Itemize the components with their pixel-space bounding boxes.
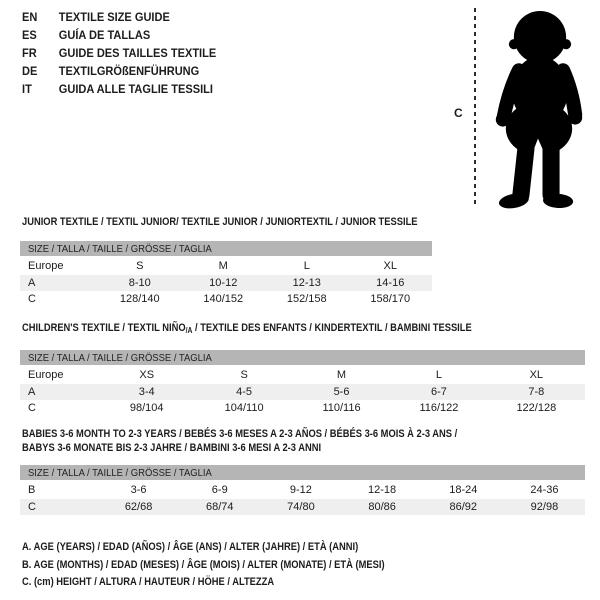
table-row bbox=[20, 499, 585, 516]
table-rows bbox=[20, 482, 585, 515]
row-label: B bbox=[28, 484, 36, 497]
cell-value: 92/98 bbox=[530, 500, 559, 513]
cell-value: 128/140 bbox=[119, 293, 160, 306]
row-label: Europe bbox=[28, 369, 64, 382]
footnotes bbox=[22, 539, 385, 592]
cell-value: 14-16 bbox=[376, 276, 405, 289]
cell-value: 80/86 bbox=[368, 500, 396, 513]
section-heading-text: BABYS 3-6 MONATE BIS 2-3 JAHRE / BAMBINI 3-6 MESI A 2-3 ANNI bbox=[22, 442, 322, 454]
cell-value: 74/80 bbox=[287, 500, 315, 513]
language-code: FR bbox=[22, 46, 37, 60]
cell-value: 4-5 bbox=[236, 385, 253, 398]
section-heading bbox=[22, 215, 418, 229]
language-code: EN bbox=[22, 10, 38, 24]
table-row bbox=[20, 482, 585, 499]
language-row bbox=[22, 44, 216, 62]
language-row bbox=[22, 62, 216, 80]
table-rows bbox=[20, 258, 432, 308]
language-row bbox=[22, 26, 216, 44]
size-header-bar bbox=[20, 241, 432, 256]
size-header-text: SIZE / TALLA / TAILLE / GRÖSSE / TAGLIA bbox=[28, 466, 212, 479]
section-heading-text: / TEXTILE DES ENFANTS / KINDERTEXTIL / BAMBINI TESSILE bbox=[192, 322, 472, 334]
section-heading-text: JUNIOR TEXTILE / TEXTIL JUNIOR/ TEXTILE JUNIOR / JUNIORTEXTIL / JUNIOR TESSILE bbox=[22, 216, 418, 228]
cell-value: 18-24 bbox=[449, 484, 478, 497]
section-heading bbox=[22, 427, 501, 441]
row-label: C bbox=[28, 293, 36, 306]
cell-value: M bbox=[218, 260, 228, 273]
height-measure-dashed-line bbox=[474, 8, 476, 208]
size-header-bar bbox=[20, 465, 585, 480]
size-section-1 bbox=[20, 321, 585, 417]
language-title: TEXTILE SIZE GUIDE bbox=[58, 10, 170, 24]
cell-value: XL bbox=[529, 369, 544, 382]
cell-value: 68/74 bbox=[205, 500, 234, 513]
row-label: A bbox=[28, 385, 36, 398]
table-row bbox=[20, 400, 585, 417]
cell-value: 10-12 bbox=[209, 276, 238, 289]
language-title: GUIDA ALLE TAGLIE TESSILI bbox=[58, 82, 213, 96]
height-measure-label: C bbox=[454, 106, 463, 120]
cell-value: 158/170 bbox=[370, 293, 411, 306]
language-row bbox=[22, 8, 216, 26]
cell-value: 116/122 bbox=[419, 402, 459, 415]
cell-value: 104/110 bbox=[224, 402, 264, 415]
language-title: TEXTILGRÖßENFÜHRUNG bbox=[58, 64, 200, 78]
cell-value: 152/158 bbox=[286, 293, 327, 306]
table-row bbox=[20, 291, 432, 308]
footnote-line: B. AGE (MONTHS) / EDAD (MESES) / ÂGE (MOIS) / ALTER (MONATE) / ETÀ (MESI) bbox=[22, 558, 385, 571]
table-row bbox=[20, 258, 432, 275]
language-code: DE bbox=[22, 64, 38, 78]
section-heading-text: /A bbox=[185, 326, 193, 335]
cell-value: 6-7 bbox=[430, 385, 447, 398]
size-header-text: SIZE / TALLA / TAILLE / GRÖSSE / TAGLIA bbox=[28, 242, 212, 255]
row-label: C bbox=[28, 402, 36, 415]
footnote-line: A. AGE (YEARS) / EDAD (AÑOS) / ÂGE (ANS) / ALTER (JAHRE) / ETÀ (ANNI) bbox=[22, 541, 359, 553]
section-heading-text: BABIES 3-6 MONTH TO 2-3 YEARS / BEBÉS 3-6 MESES A 2-3 AÑOS / BÉBÉS 3-6 MOIS À 2-3 ANS / bbox=[22, 428, 458, 440]
section-heading bbox=[22, 321, 501, 338]
language-title: GUÍA DE TALLAS bbox=[58, 28, 151, 42]
language-title-list bbox=[22, 8, 233, 98]
language-code: IT bbox=[22, 82, 32, 96]
row-label: Europe bbox=[28, 260, 64, 273]
language-code: ES bbox=[22, 28, 37, 42]
cell-value: M bbox=[336, 369, 347, 382]
table-row bbox=[20, 367, 585, 384]
toddler-silhouette-icon bbox=[486, 6, 598, 212]
cell-value: 3-6 bbox=[130, 484, 147, 497]
cell-value: 12-18 bbox=[368, 484, 397, 497]
size-section-2 bbox=[20, 427, 585, 515]
toddler-figure bbox=[448, 4, 598, 216]
cell-value: 12-13 bbox=[292, 276, 321, 289]
cell-value: 7-8 bbox=[528, 385, 545, 398]
section-heading bbox=[22, 441, 501, 455]
size-header-text: SIZE / TALLA / TAILLE / GRÖSSE / TAGLIA bbox=[28, 351, 212, 364]
cell-value: 140/152 bbox=[203, 293, 244, 306]
size-header-bar bbox=[20, 350, 585, 365]
cell-value: 6-9 bbox=[211, 484, 228, 497]
table-row bbox=[20, 384, 585, 401]
cell-value: 110/116 bbox=[322, 402, 361, 415]
cell-value: 98/104 bbox=[129, 402, 164, 415]
cell-value: XS bbox=[139, 369, 155, 382]
cell-value: XL bbox=[383, 260, 397, 273]
cell-value: S bbox=[136, 260, 144, 273]
language-row bbox=[22, 80, 216, 98]
table-row bbox=[20, 275, 432, 292]
cell-value: 122/128 bbox=[516, 402, 557, 415]
row-label: A bbox=[28, 276, 36, 289]
cell-value: 3-4 bbox=[138, 385, 155, 398]
cell-value: S bbox=[240, 369, 248, 382]
cell-value: 8-10 bbox=[128, 276, 151, 289]
size-section-0 bbox=[20, 215, 432, 308]
cell-value: L bbox=[303, 260, 310, 273]
table-rows bbox=[20, 367, 585, 417]
footnote-line: C. (cm) HEIGHT / ALTURA / HAUTEUR / HÖHE / ALTEZZA bbox=[22, 576, 275, 588]
cell-value: 86/92 bbox=[449, 500, 478, 513]
row-label: C bbox=[28, 500, 36, 513]
cell-value: 24-36 bbox=[530, 484, 559, 497]
cell-value: L bbox=[435, 369, 442, 382]
cell-value: 9-12 bbox=[289, 484, 312, 497]
section-heading-text: CHILDREN'S TEXTILE / TEXTIL NIÑO bbox=[22, 322, 186, 334]
cell-value: 5-6 bbox=[333, 385, 350, 398]
language-title: GUIDE DES TAILLES TEXTILE bbox=[58, 46, 217, 60]
cell-value: 62/68 bbox=[124, 500, 153, 513]
